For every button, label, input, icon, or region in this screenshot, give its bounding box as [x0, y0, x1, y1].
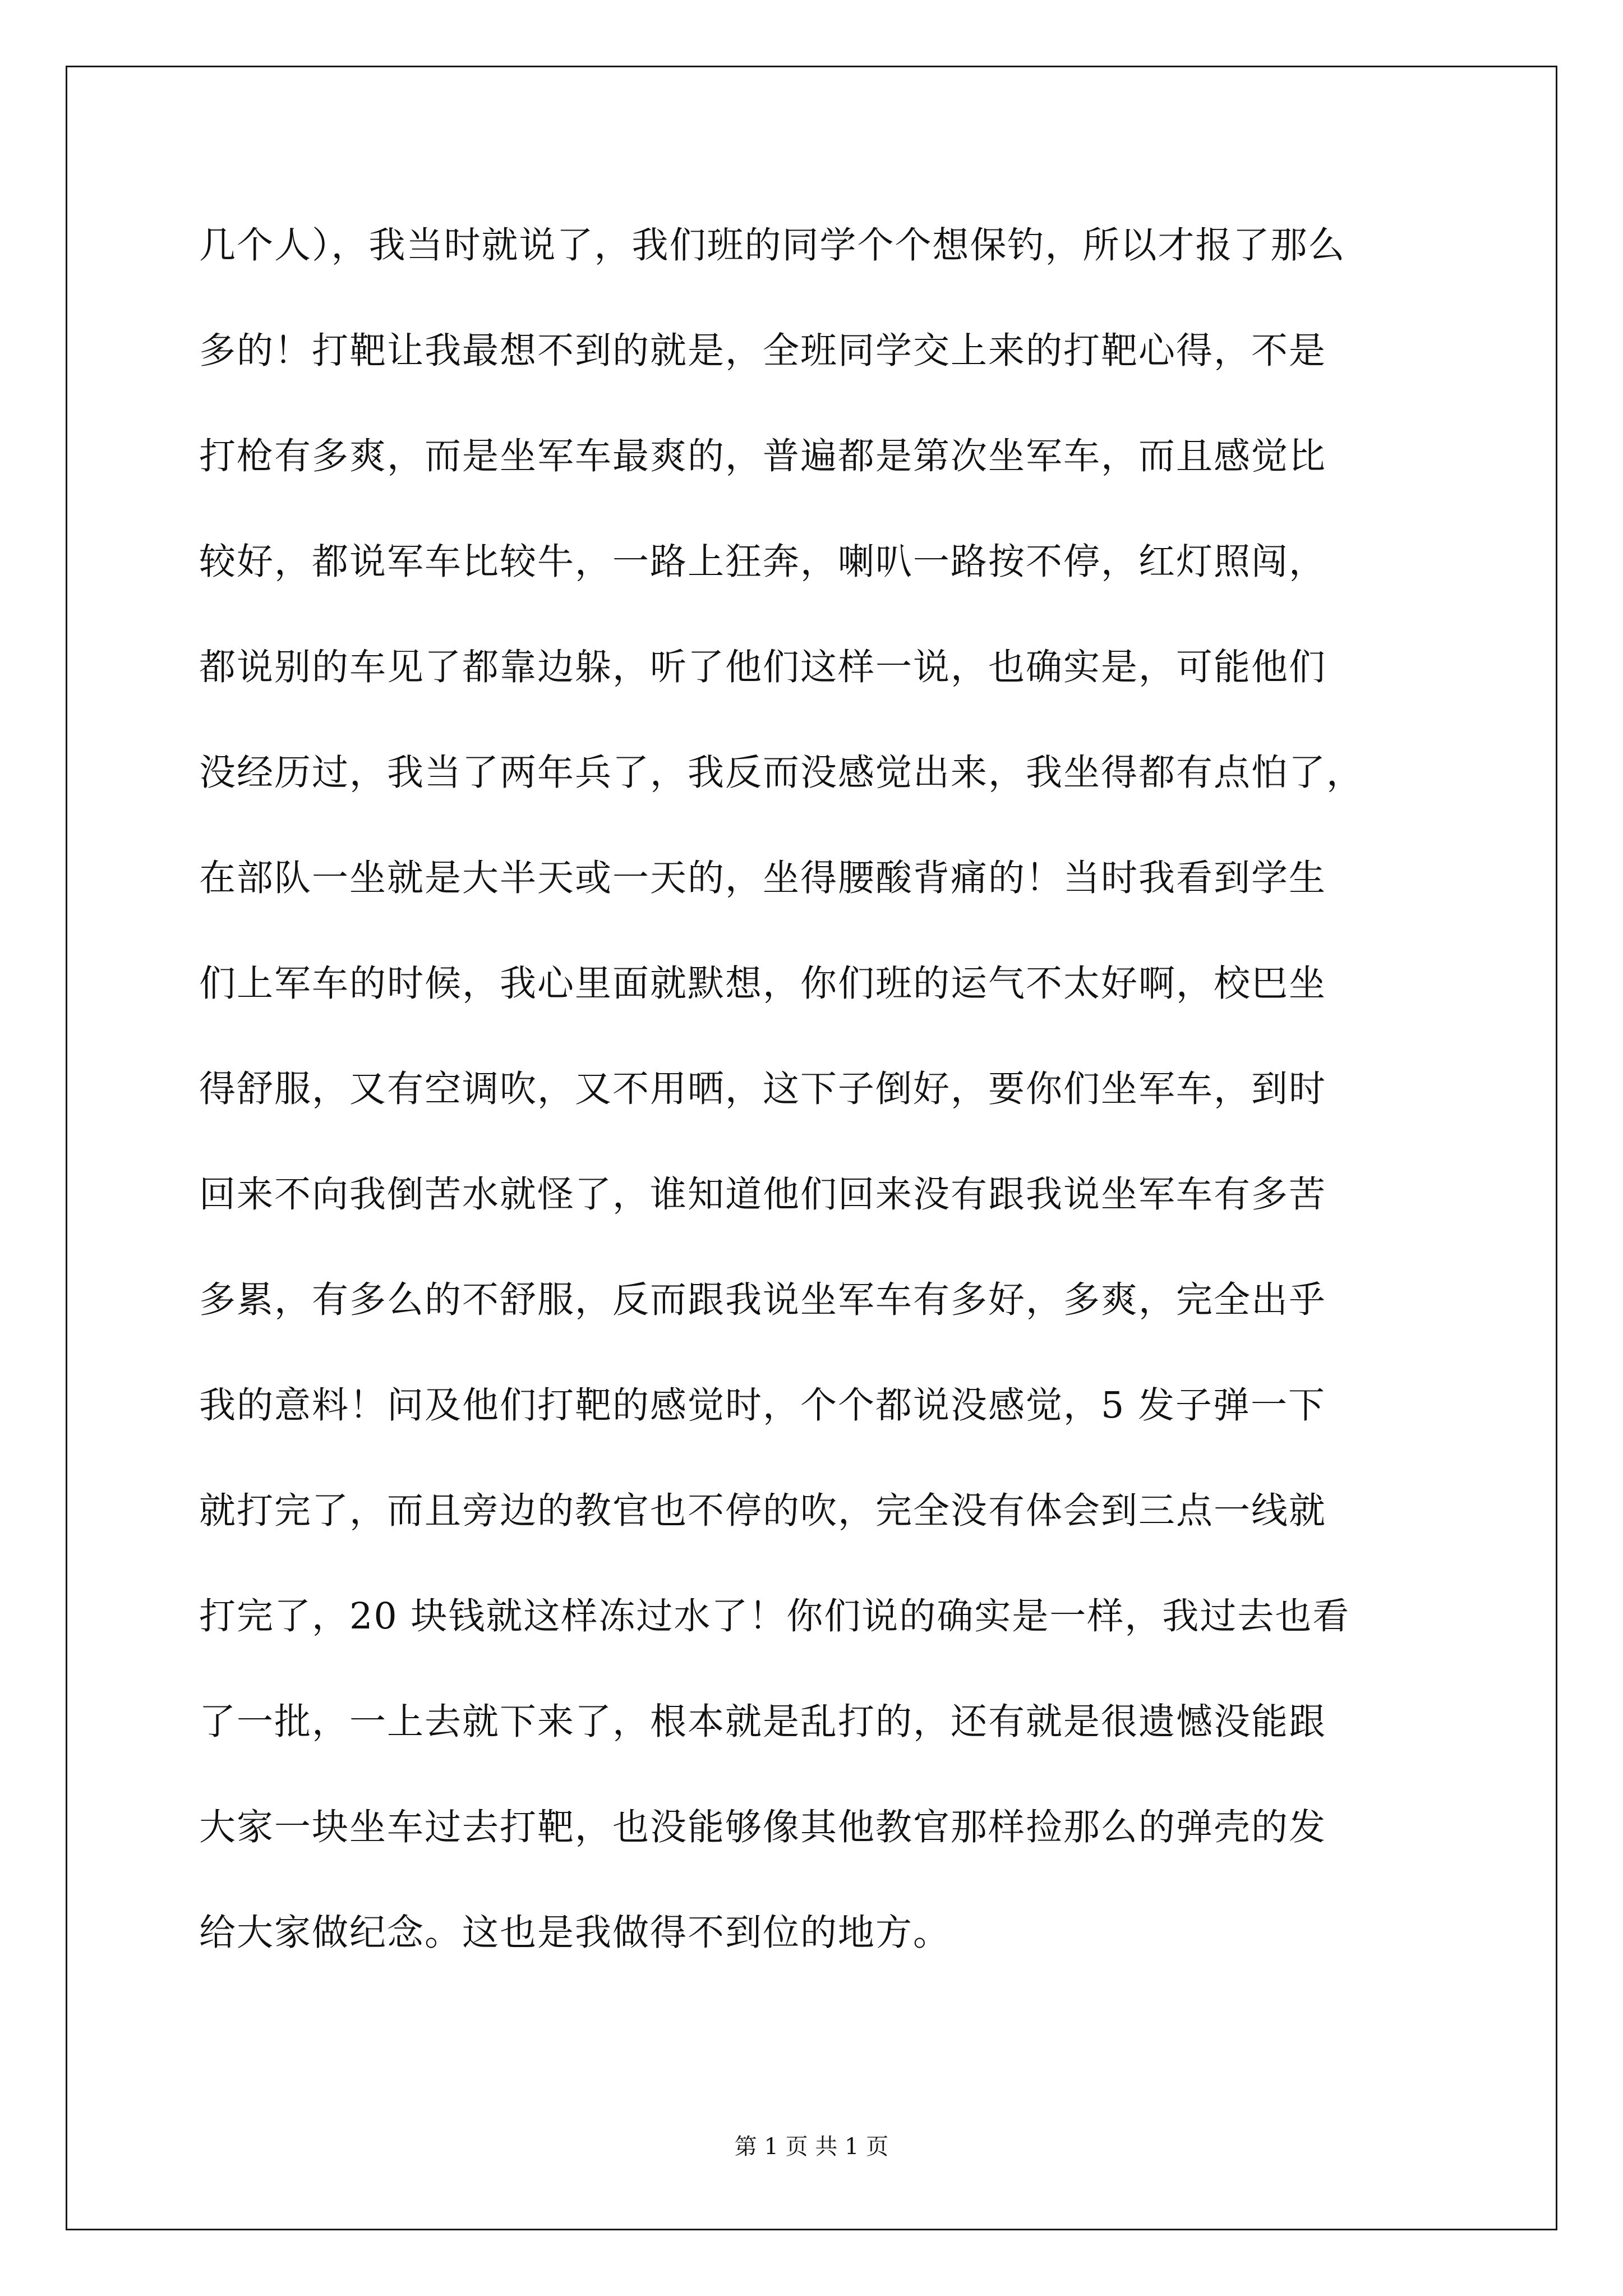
document-body: [199, 216, 1450, 2009]
text-line: 就打完了，而且旁边的教官也不停的吹，完全没有体会到三点一线就: [199, 1490, 1327, 1532]
text-line: 我的意料！问及他们打靶的感觉时，个个都说没感觉，5 发子弹一下: [199, 1384, 1326, 1427]
text-line: 较好，都说军车比较牛，一路上狂奔，喇叭一路按不停，红灯照闯，: [199, 541, 1327, 583]
text-line: 打枪有多爽，而是坐军车最爽的，普遍都是第次坐军车，而且感觉比: [199, 435, 1327, 477]
text-line: 得舒服，又有空调吹，又不用晒，这下子倒好，要你们坐军车，到时: [199, 1068, 1327, 1110]
text-line: 几个人），我当时就说了，我们班的同学个个想保钓，所以才报了那么: [199, 224, 1346, 266]
text-line: 都说别的车见了都靠边躲，听了他们这样一说，也确实是，可能他们: [199, 646, 1327, 688]
text-line: 在部队一坐就是大半天或一天的，坐得腰酸背痛的！当时我看到学生: [199, 857, 1327, 899]
text-line: 大家一块坐车过去打靶，也没能够像其他教官那样捡那么的弹壳的发: [199, 1806, 1327, 1848]
text-line: 没经历过，我当了两年兵了，我反而没感觉出来，我坐得都有点怕了，: [199, 752, 1364, 794]
text-line: 了一批，一上去就下来了，根本就是乱打的，还有就是很遗憾没能跟: [199, 1701, 1327, 1743]
text-line: 给大家做纪念。这也是我做得不到位的地方。: [199, 1912, 951, 1954]
text-line: 多累，有多么的不舒服，反而跟我说坐军车有多好，多爽，完全出乎: [199, 1279, 1327, 1321]
page-footer: 第 1 页 共 1 页: [734, 2134, 889, 2160]
text-line: 多的！打靶让我最想不到的就是，全班同学交上来的打靶心得，不是: [199, 330, 1327, 372]
text-line: 回来不向我倒苦水就怪了，谁知道他们回来没有跟我说坐军车有多苦: [199, 1174, 1327, 1216]
text-line: 打完了，20 块钱就这样冻过水了！你们说的确实是一样，我过去也看: [199, 1595, 1350, 1637]
text-line: 们上军车的时候，我心里面就默想，你们班的运气不太好啊，校巴坐: [199, 963, 1327, 1005]
